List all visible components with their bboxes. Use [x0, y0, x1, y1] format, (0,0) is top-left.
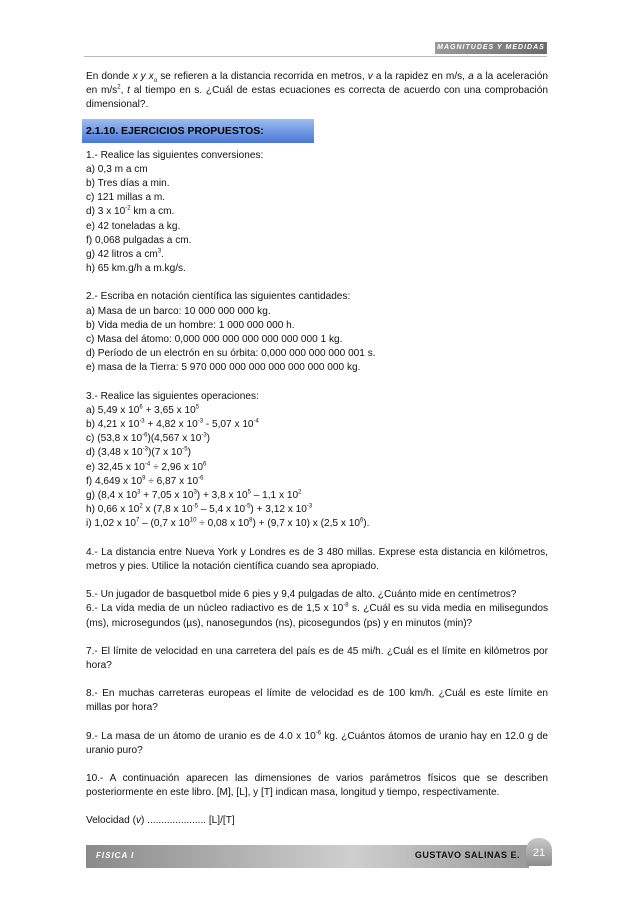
exercise-1-title: 1.- Realice las siguientes conversiones: — [86, 149, 264, 161]
section-heading: 2.1.10. EJERCICIOS PROPUESTOS: — [82, 119, 314, 143]
exercise-2-title: 2.- Escriba en notación científica las siguientes cantidades: — [86, 291, 351, 303]
exercise-1-h: h) 65 km.g/h a m.kg/s. — [86, 263, 186, 275]
exercise-2-e: e) masa de la Tierra: 5 970 000 000 000 000 000 000 000 kg. — [86, 362, 361, 374]
exercise-9: 9.- La masa de un átomo de uranio es de 4.0 x $10^{-6}$ kg. ¿Cuántos átomos de uranio hay en 12.0 g de uranio puro? — [86, 730, 548, 756]
exercise-1-g: g) 42 litros a $cm^3$. — [86, 248, 164, 261]
exercise-3-h: h) 0,66 x $10^2$ x (7,8 x $10^{-5} - 5,4$ x $10^{-5}) + 3,12$ x $10^{-3}$ — [86, 503, 313, 516]
exercise-2-b: b) Vida media de un hombre: 1 000 000 000 h. — [86, 319, 295, 331]
velocity-dimension: Velocidad (v) ..................... [L]/[T] — [86, 815, 235, 827]
header-rule — [84, 56, 547, 57]
exercise-3-i: i) 1,02 x $10^7 - (0,7$ x $10^{10} \div 0,08$ x $10^8) + (9,7$ x 10) x (2,5 x $10^6$). — [86, 518, 370, 530]
exercise-2-d: d) Período de un electrón en su órbita: 0,000 000 000 000 001 s. — [86, 348, 376, 360]
exercise-3-d: d) (3,48 x $10^{-3})(7$ x $10^{-5}$) — [86, 447, 191, 459]
exercise-1-e: e) 42 toneladas a kg. — [86, 220, 181, 232]
exercise-3-e: e) 32,45 x $10^{-4} \div 2,96$ x $10^6$ — [86, 461, 207, 473]
exercise-3-f: f) 4,649 x $10^9 \div 6,87$ x $10^{-6}$ — [86, 475, 204, 487]
exercise-2-a: a) Masa de un barco: 10 000 000 000 kg. — [86, 305, 271, 317]
exercise-3-c: c) (53,8 x $10^{-6})(4,567$ x $10^{-3}$) — [86, 432, 211, 445]
header-title: MAGNITUDES Y MEDIDAS — [437, 44, 545, 51]
exercise-7: 7.- El límite de velocidad en una carretera del país es de 45 mi/h. ¿Cuál es el límite en kilómetros por hora? — [86, 645, 548, 671]
footer-author: GUSTAVO SALINAS E. — [414, 850, 520, 860]
exercise-3-title: 3.- Realice las siguientes operaciones: — [86, 390, 259, 402]
exercise-1-b: b) Tres días a min. — [86, 178, 170, 190]
exercise-3-g: g) (8,4 x $10^3 + 7,05$ x $10^3) + 3,8$ x $10^5 - 1,1$ x $10^2$ — [86, 489, 302, 502]
intro-paragraph: En donde x y $x_o$ se refieren a la distancia recorrida en metros, v a la rapidez en m/s, a a la aceleración en $m/s^2$, t al tiempo en s. ¿Cuál de estas ecuaciones es correcta de acuerdo con una comprobación dimensional?. — [86, 71, 549, 111]
exercise-2-c: c) Masa del átomo: 0,000 000 000 000 000 000 000 1 kg. — [86, 334, 343, 346]
exercise-8: 8.- En muchas carreteras europeas el límite de velocidad es de 100 km/h. ¿Cuál es este límite en millas por hora? — [86, 688, 548, 714]
exercise-6: 6.- La vida media de un núcleo radiactivo es de 1,5 x $10^{-8}$ s. ¿Cuál es su vida media en milisegundos (ms), microsegundos (µs), nanosegundos (ns), picosegundos (ps) y en minutos (min)? — [86, 602, 548, 629]
page-content — [86, 70, 548, 829]
exercise-1-a: a) 0,3 m a cm — [86, 163, 148, 175]
exercise-10: 10.- A continuación aparecen las dimensiones de varios parámetros físicos que se describen posteriormente en este libro. [M], [L], y [T] indican masa, longitud y tiempo, respectivamente. — [86, 772, 548, 799]
footer-course: FISICA I — [96, 851, 135, 860]
exercise-4: 4.- La distancia entre Nueva York y Londres es de 3 480 millas. Exprese esta distancia en kilómetros, metros y pies. Utilice la notación científica cuando sea apropiado. — [86, 546, 548, 572]
exercise-1-f: f) 0,068 pulgadas a cm. — [86, 234, 192, 246]
exercise-3-b: b) 4,21 x $10^{-3} + 4,82$ x $10^{-3} - 5,07$ x $10^{-4}$ — [86, 418, 259, 431]
exercise-3-a: a) 5,49 x $10^6 + 3,65$ x $10^5$ — [86, 404, 200, 416]
exercise-1-d: d) 3 x $10^{-2}$ km a cm. — [86, 206, 175, 218]
exercise-5: 5.- Un jugador de basquetbol mide 6 pies y 9,4 pulgadas de alto. ¿Cuánto mide en centímetros? — [86, 589, 517, 601]
exercise-1-c: c) 121 millas a m. — [86, 192, 166, 204]
page-number: 21 — [526, 838, 552, 866]
